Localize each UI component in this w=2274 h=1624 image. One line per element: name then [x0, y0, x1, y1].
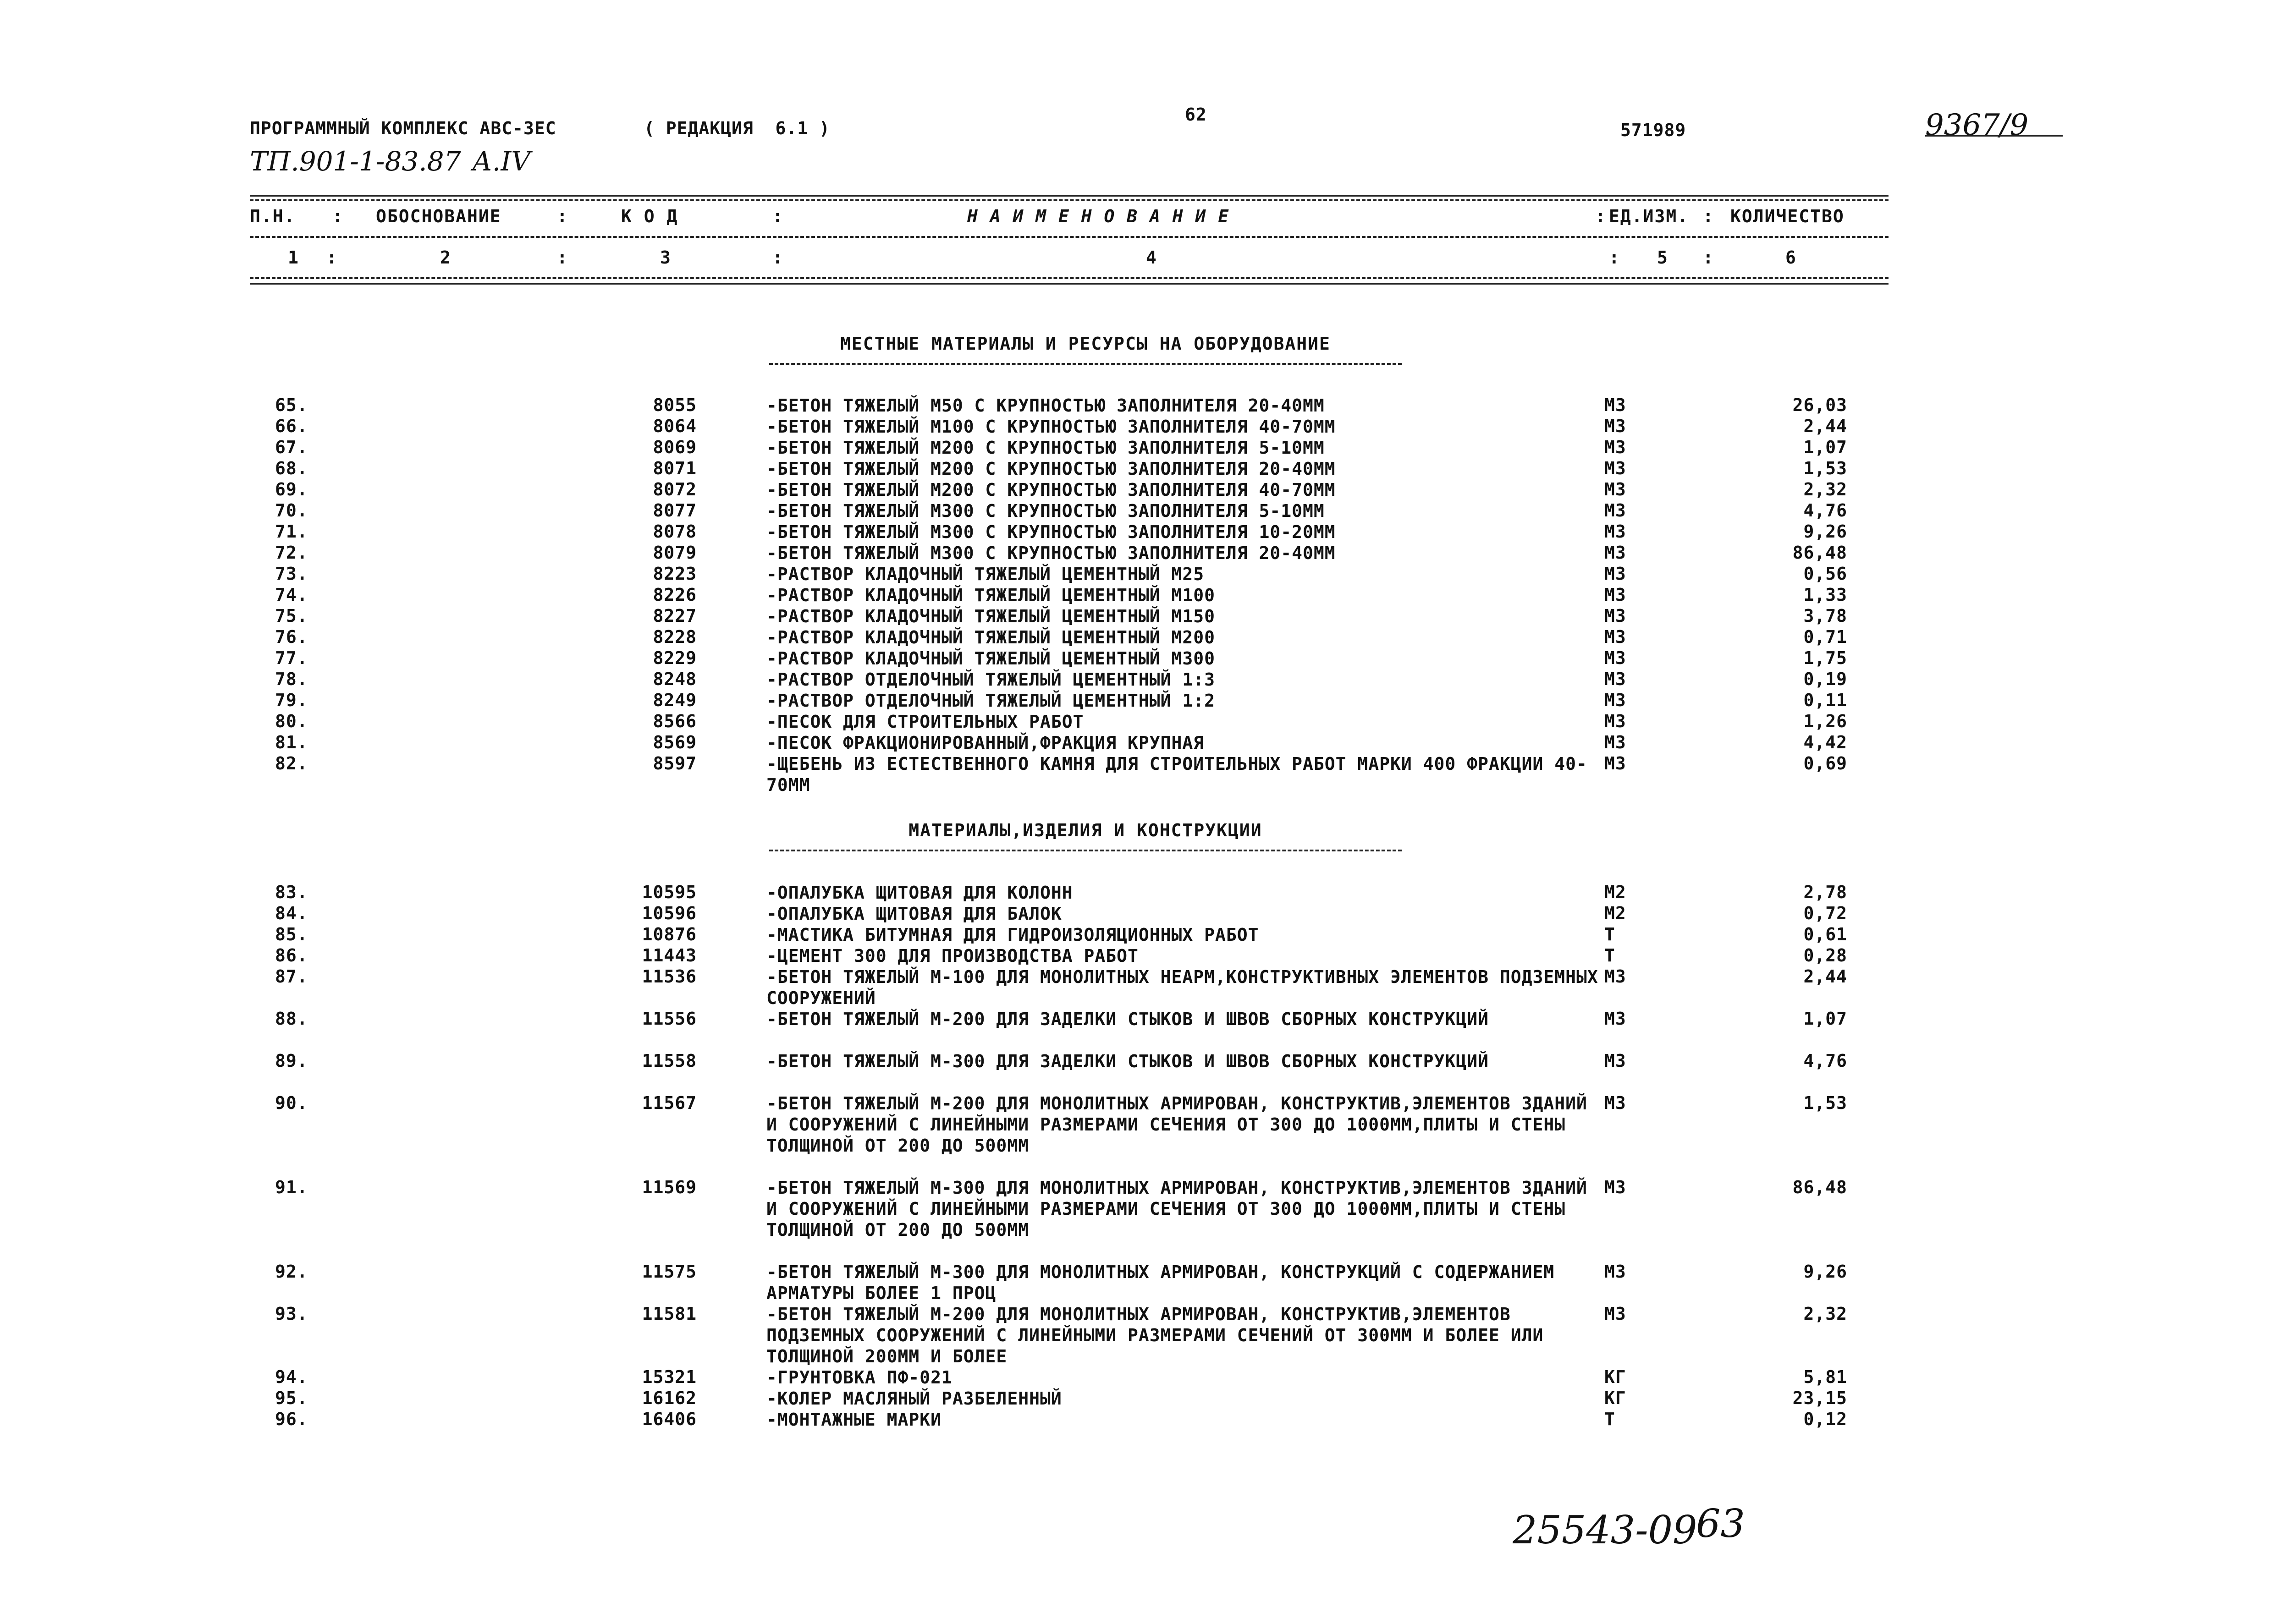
row-unit: М3 — [1604, 395, 1626, 415]
header-top-rule — [250, 195, 1889, 197]
col-header-sep-1: : — [332, 206, 344, 226]
row-number: 71. — [275, 521, 308, 542]
row-quantity: 86,48 — [1792, 543, 1847, 563]
row-number: 85. — [275, 924, 308, 944]
row-name: -БЕТОН ТЯЖЕЛЫЙ М300 С КРУПНОСТЬЮ ЗАПОЛНИТЕЛЯ 20-40ММ — [766, 543, 1336, 563]
row-number: 91. — [275, 1177, 308, 1197]
row-number: 77. — [275, 648, 308, 668]
row-unit: М3 — [1604, 458, 1626, 478]
row-number: 70. — [275, 500, 308, 521]
row-quantity: 2,32 — [1803, 479, 1847, 499]
row-name: -ЩЕБЕНЬ ИЗ ЕСТЕСТВЕННОГО КАМНЯ ДЛЯ СТРОИТЕЛЬНЫХ РАБОТ МАРКИ 400 ФРАКЦИИ 40-70ММ — [766, 754, 1587, 795]
row-unit: М3 — [1604, 416, 1626, 436]
row-code: 8064 — [653, 416, 697, 436]
row-unit: М3 — [1604, 437, 1626, 457]
row-unit: М3 — [1604, 500, 1626, 521]
row-quantity: 3,78 — [1803, 606, 1847, 626]
row-code: 8229 — [653, 648, 697, 668]
row-number: 95. — [275, 1388, 308, 1408]
row-quantity: 0,19 — [1803, 669, 1847, 689]
col-number-sep-5: : — [1703, 247, 1714, 268]
row-name: -БЕТОН ТЯЖЕЛЫЙ М-100 ДЛЯ МОНОЛИТНЫХ НЕАРМ,КОНСТРУКТИВНЫХ ЭЛЕМЕНТОВ ПОДЗЕМНЫХ СООРУЖЕНИЙ — [766, 967, 1598, 1008]
col-number-sep-4: : — [1609, 247, 1620, 268]
row-code: 8078 — [653, 521, 697, 542]
row-code: 8597 — [653, 753, 697, 774]
row-name: -БЕТОН ТЯЖЕЛЫЙ М300 С КРУПНОСТЬЮ ЗАПОЛНИТЕЛЯ 10-20ММ — [766, 522, 1336, 542]
col-number-6: 6 — [1785, 247, 1797, 268]
row-quantity: 0,12 — [1803, 1409, 1847, 1429]
col-number-1: 1 — [288, 247, 299, 268]
row-number: 83. — [275, 882, 308, 902]
row-number: 96. — [275, 1409, 308, 1429]
row-quantity: 1,53 — [1803, 1093, 1847, 1113]
handwritten-registry-number: 25543-09 — [1513, 1508, 1697, 1553]
row-code: 8227 — [653, 606, 697, 626]
row-unit: М3 — [1604, 1262, 1626, 1282]
row-code: 11581 — [642, 1304, 697, 1324]
row-quantity: 5,81 — [1803, 1367, 1847, 1387]
row-name: -БЕТОН ТЯЖЕЛЫЙ М200 С КРУПНОСТЬЮ ЗАПОЛНИТЕЛЯ 20-40ММ — [766, 459, 1336, 479]
row-name: -ОПАЛУБКА ЩИТОВАЯ ДЛЯ КОЛОНН — [766, 883, 1073, 903]
col-header-sep-3: : — [772, 206, 784, 226]
row-name: -БЕТОН ТЯЖЕЛЫЙ М50 С КРУПНОСТЬЮ ЗАПОЛНИТЕЛЯ 20-40ММ — [766, 395, 1325, 416]
row-unit: М3 — [1604, 585, 1626, 605]
row-unit: М3 — [1604, 690, 1626, 710]
corner-handwritten-note: 9367/9 — [1925, 108, 2029, 142]
row-unit: М3 — [1604, 606, 1626, 626]
row-name: -ЦЕМЕНТ 300 ДЛЯ ПРОИЗВОДСТВА РАБОТ — [766, 946, 1139, 966]
row-name: -БЕТОН ТЯЖЕЛЫЙ М-200 ДЛЯ ЗАДЕЛКИ СТЫКОВ И ШВОВ СБОРНЫХ КОНСТРУКЦИЙ — [766, 1009, 1489, 1029]
row-quantity: 4,76 — [1803, 500, 1847, 521]
row-unit: КГ — [1604, 1367, 1626, 1387]
row-quantity: 0,72 — [1803, 903, 1847, 923]
row-code: 8226 — [653, 585, 697, 605]
col-header-name: Н А И М Е Н О В А Н И Е — [967, 206, 1230, 226]
row-number: 74. — [275, 585, 308, 605]
row-quantity: 1,26 — [1803, 711, 1847, 731]
col-header-sep-4: : — [1595, 206, 1607, 226]
row-name: -БЕТОН ТЯЖЕЛЫЙ М-200 ДЛЯ МОНОЛИТНЫХ АРМИРОВАН, КОНСТРУКТИВ,ЭЛЕМЕНТОВ ЗДАНИЙ И СООРУЖЕНИЙ С ЛИНЕЙНЫМИ РАЗМЕРАМИ СЕЧЕНИЯ ОТ 300 ДО 1000ММ,ПЛИТЫ И СТЕНЫ ТОЛЩИНОЙ ОТ 200 ДО 500ММ — [766, 1093, 1587, 1156]
row-number: 75. — [275, 606, 308, 626]
row-unit: КГ — [1604, 1388, 1626, 1408]
row-number: 66. — [275, 416, 308, 436]
row-name: -ОПАЛУБКА ЩИТОВАЯ ДЛЯ БАЛОК — [766, 904, 1062, 924]
row-quantity: 86,48 — [1792, 1177, 1847, 1197]
row-name: -ГРУНТОВКА ПФ-021 — [766, 1367, 953, 1388]
row-code: 11569 — [642, 1177, 697, 1197]
row-quantity: 2,78 — [1803, 882, 1847, 902]
row-number: 65. — [275, 395, 308, 415]
row-code: 15321 — [642, 1367, 697, 1387]
program-title: ПРОГРАММНЫЙ КОМПЛЕКС АВС-3ЕС — [250, 118, 556, 138]
row-unit: М3 — [1604, 1304, 1626, 1324]
row-code: 10595 — [642, 882, 697, 902]
row-code: 8566 — [653, 711, 697, 731]
row-name: -ПЕСОК ДЛЯ СТРОИТЕЛЬНЫХ РАБОТ — [766, 712, 1084, 732]
row-quantity: 1,07 — [1803, 1009, 1847, 1029]
section-title-local-materials: МЕСТНЫЕ МАТЕРИАЛЫ И РЕСУРСЫ НА ОБОРУДОВАНИЕ — [840, 334, 1331, 354]
row-code: 8072 — [653, 479, 697, 499]
row-unit: М3 — [1604, 753, 1626, 774]
row-code: 8228 — [653, 627, 697, 647]
row-name: -МАСТИКА БИТУМНАЯ ДЛЯ ГИДРОИЗОЛЯЦИОННЫХ РАБОТ — [766, 925, 1259, 945]
row-quantity: 23,15 — [1792, 1388, 1847, 1408]
row-code: 8569 — [653, 732, 697, 752]
row-unit: М3 — [1604, 564, 1626, 584]
row-code: 8077 — [653, 500, 697, 521]
row-name: -БЕТОН ТЯЖЕЛЫЙ М100 С КРУПНОСТЬЮ ЗАПОЛНИТЕЛЯ 40-70ММ — [766, 417, 1336, 437]
row-number: 88. — [275, 1009, 308, 1029]
row-unit: Т — [1604, 924, 1615, 944]
row-number: 82. — [275, 753, 308, 774]
row-number: 76. — [275, 627, 308, 647]
row-unit: М3 — [1604, 711, 1626, 731]
row-unit: М3 — [1604, 1177, 1626, 1197]
row-quantity: 4,42 — [1803, 732, 1847, 752]
row-name: -КОЛЕР МАСЛЯНЫЙ РАЗБЕЛЕННЫЙ — [766, 1388, 1062, 1409]
row-name: -БЕТОН ТЯЖЕЛЫЙ М200 С КРУПНОСТЬЮ ЗАПОЛНИТЕЛЯ 5-10ММ — [766, 438, 1325, 458]
col-number-2: 2 — [440, 247, 451, 268]
row-code: 11575 — [642, 1262, 697, 1282]
row-code: 16162 — [642, 1388, 697, 1408]
row-code: 11556 — [642, 1009, 697, 1029]
row-number: 86. — [275, 945, 308, 966]
row-name: -РАСТВОР КЛАДОЧНЫЙ ТЯЖЕЛЫЙ ЦЕМЕНТНЫЙ М25 — [766, 564, 1205, 584]
row-quantity: 1,33 — [1803, 585, 1847, 605]
row-code: 10876 — [642, 924, 697, 944]
row-quantity: 2,44 — [1803, 966, 1847, 987]
row-code: 11567 — [642, 1093, 697, 1113]
row-name: -ПЕСОК ФРАКЦИОНИРОВАННЫЙ,ФРАКЦИЯ КРУПНАЯ — [766, 733, 1205, 753]
header-bottom-rule-solid — [250, 283, 1889, 285]
col-number-sep-1: : — [326, 247, 338, 268]
section-underline — [769, 363, 1402, 365]
row-code: 8055 — [653, 395, 697, 415]
col-header-item-no: П.Н. — [250, 206, 296, 226]
row-quantity: 0,69 — [1803, 753, 1847, 774]
row-number: 79. — [275, 690, 308, 710]
document-code: 571989 — [1620, 120, 1686, 140]
row-unit: М3 — [1604, 669, 1626, 689]
row-name: -МОНТАЖНЫЕ МАРКИ — [766, 1410, 942, 1430]
header-top-rule-dashed — [250, 199, 1889, 201]
row-number: 92. — [275, 1262, 308, 1282]
row-number: 67. — [275, 437, 308, 457]
row-unit: М3 — [1604, 732, 1626, 752]
row-number: 93. — [275, 1304, 308, 1324]
row-unit: М3 — [1604, 1051, 1626, 1071]
col-header-quantity: КОЛИЧЕСТВО — [1730, 206, 1845, 226]
row-name: -РАСТВОР КЛАДОЧНЫЙ ТЯЖЕЛЫЙ ЦЕМЕНТНЫЙ М200 — [766, 627, 1215, 647]
row-name: -БЕТОН ТЯЖЕЛЫЙ М-300 ДЛЯ ЗАДЕЛКИ СТЫКОВ И ШВОВ СБОРНЫХ КОНСТРУКЦИЙ — [766, 1051, 1489, 1071]
row-code: 11536 — [642, 966, 697, 987]
row-code: 8249 — [653, 690, 697, 710]
edition-label: ( РЕДАКЦИЯ 6.1 ) — [644, 118, 830, 138]
header-bottom-rule — [250, 277, 1889, 279]
handwritten-sheet-number: 63 — [1696, 1501, 1745, 1546]
row-name: -РАСТВОР КЛАДОЧНЫЙ ТЯЖЕЛЫЙ ЦЕМЕНТНЫЙ М300 — [766, 648, 1215, 669]
col-number-sep-3: : — [772, 247, 784, 268]
row-quantity: 0,71 — [1803, 627, 1847, 647]
section-title-materials-products: МАТЕРИАЛЫ,ИЗДЕЛИЯ И КОНСТРУКЦИИ — [908, 820, 1262, 840]
col-header-code: К О Д — [621, 206, 678, 226]
page-number: 62 — [1185, 104, 1207, 125]
row-quantity: 1,53 — [1803, 458, 1847, 478]
col-number-4: 4 — [1146, 247, 1157, 268]
row-name: -РАСТВОР КЛАДОЧНЫЙ ТЯЖЕЛЫЙ ЦЕМЕНТНЫЙ М100 — [766, 585, 1215, 605]
row-unit: М3 — [1604, 627, 1626, 647]
col-number-3: 3 — [660, 247, 672, 268]
row-number: 80. — [275, 711, 308, 731]
col-header-sep-2: : — [557, 206, 568, 226]
row-unit: М2 — [1604, 882, 1626, 902]
row-code: 8071 — [653, 458, 697, 478]
row-number: 89. — [275, 1051, 308, 1071]
col-header-sep-5: : — [1703, 206, 1714, 226]
row-unit: Т — [1604, 945, 1615, 966]
row-quantity: 26,03 — [1792, 395, 1847, 415]
row-unit: М3 — [1604, 479, 1626, 499]
row-unit: М3 — [1604, 648, 1626, 668]
row-quantity: 1,75 — [1803, 648, 1847, 668]
album-number: А.IV — [472, 146, 531, 177]
row-unit: М3 — [1604, 543, 1626, 563]
row-name: -БЕТОН ТЯЖЕЛЫЙ М300 С КРУПНОСТЬЮ ЗАПОЛНИТЕЛЯ 5-10ММ — [766, 501, 1325, 521]
row-number: 84. — [275, 903, 308, 923]
row-number: 69. — [275, 479, 308, 499]
row-name: -РАСТВОР ОТДЕЛОЧНЫЙ ТЯЖЕЛЫЙ ЦЕМЕНТНЫЙ 1:2 — [766, 691, 1215, 711]
row-name: -РАСТВОР ОТДЕЛОЧНЫЙ ТЯЖЕЛЫЙ ЦЕМЕНТНЫЙ 1:3 — [766, 669, 1215, 690]
row-name: -БЕТОН ТЯЖЕЛЫЙ М200 С КРУПНОСТЬЮ ЗАПОЛНИТЕЛЯ 40-70ММ — [766, 480, 1336, 500]
row-code: 8223 — [653, 564, 697, 584]
col-header-unit: ЕД.ИЗМ. — [1609, 206, 1689, 226]
row-quantity: 4,76 — [1803, 1051, 1847, 1071]
row-quantity: 1,07 — [1803, 437, 1847, 457]
row-number: 90. — [275, 1093, 308, 1113]
row-quantity: 0,61 — [1803, 924, 1847, 944]
row-number: 78. — [275, 669, 308, 689]
row-number: 94. — [275, 1367, 308, 1387]
row-name: -БЕТОН ТЯЖЕЛЫЙ М-200 ДЛЯ МОНОЛИТНЫХ АРМИРОВАН, КОНСТРУКТИВ,ЭЛЕМЕНТОВ ПОДЗЕМНЫХ СООРУЖЕНИЙ С ЛИНЕЙНЫМИ РАЗМЕРАМИ СЕЧЕНИЙ ОТ 300ММ И БОЛЕЕ ИЛИ ТОЛЩИНОЙ 200ММ И БОЛЕЕ — [766, 1304, 1544, 1366]
row-quantity: 2,32 — [1803, 1304, 1847, 1324]
row-name: -БЕТОН ТЯЖЕЛЫЙ М-300 ДЛЯ МОНОЛИТНЫХ АРМИРОВАН, КОНСТРУКЦИЙ С СОДЕРЖАНИЕМ АРМАТУРЫ БОЛЕЕ 1 ПРОЦ — [766, 1262, 1555, 1303]
row-name: -РАСТВОР КЛАДОЧНЫЙ ТЯЖЕЛЫЙ ЦЕМЕНТНЫЙ М150 — [766, 606, 1215, 626]
row-number: 87. — [275, 966, 308, 987]
row-number: 72. — [275, 543, 308, 563]
col-header-basis: ОБОСНОВАНИЕ — [376, 206, 501, 226]
header-mid-rule — [250, 236, 1889, 238]
row-unit: М2 — [1604, 903, 1626, 923]
row-code: 8248 — [653, 669, 697, 689]
col-number-5: 5 — [1657, 247, 1668, 268]
row-code: 16406 — [642, 1409, 697, 1429]
row-code: 8079 — [653, 543, 697, 563]
row-quantity: 9,26 — [1803, 521, 1847, 542]
row-number: 81. — [275, 732, 308, 752]
row-number: 68. — [275, 458, 308, 478]
row-quantity: 0,28 — [1803, 945, 1847, 966]
row-quantity: 0,56 — [1803, 564, 1847, 584]
section-underline — [769, 850, 1402, 851]
row-unit: М3 — [1604, 521, 1626, 542]
project-number: ТП.901-1-83.87 — [250, 146, 461, 177]
row-quantity: 0,11 — [1803, 690, 1847, 710]
row-code: 10596 — [642, 903, 697, 923]
row-unit: Т — [1604, 1409, 1615, 1429]
col-number-sep-2: : — [557, 247, 568, 268]
row-quantity: 9,26 — [1803, 1262, 1847, 1282]
row-unit: М3 — [1604, 966, 1626, 987]
row-quantity: 2,44 — [1803, 416, 1847, 436]
row-unit: М3 — [1604, 1093, 1626, 1113]
row-code: 11443 — [642, 945, 697, 966]
row-code: 11558 — [642, 1051, 697, 1071]
row-code: 8069 — [653, 437, 697, 457]
row-unit: М3 — [1604, 1009, 1626, 1029]
corner-strike-line — [1925, 135, 2063, 137]
row-number: 73. — [275, 564, 308, 584]
row-name: -БЕТОН ТЯЖЕЛЫЙ М-300 ДЛЯ МОНОЛИТНЫХ АРМИРОВАН, КОНСТРУКТИВ,ЭЛЕМЕНТОВ ЗДАНИЙ И СООРУЖЕНИЙ С ЛИНЕЙНЫМИ РАЗМЕРАМИ СЕЧЕНИЯ ОТ 300 ДО 1000ММ,ПЛИТЫ И СТЕНЫ ТОЛЩИНОЙ ОТ 200 ДО 500ММ — [766, 1178, 1587, 1240]
